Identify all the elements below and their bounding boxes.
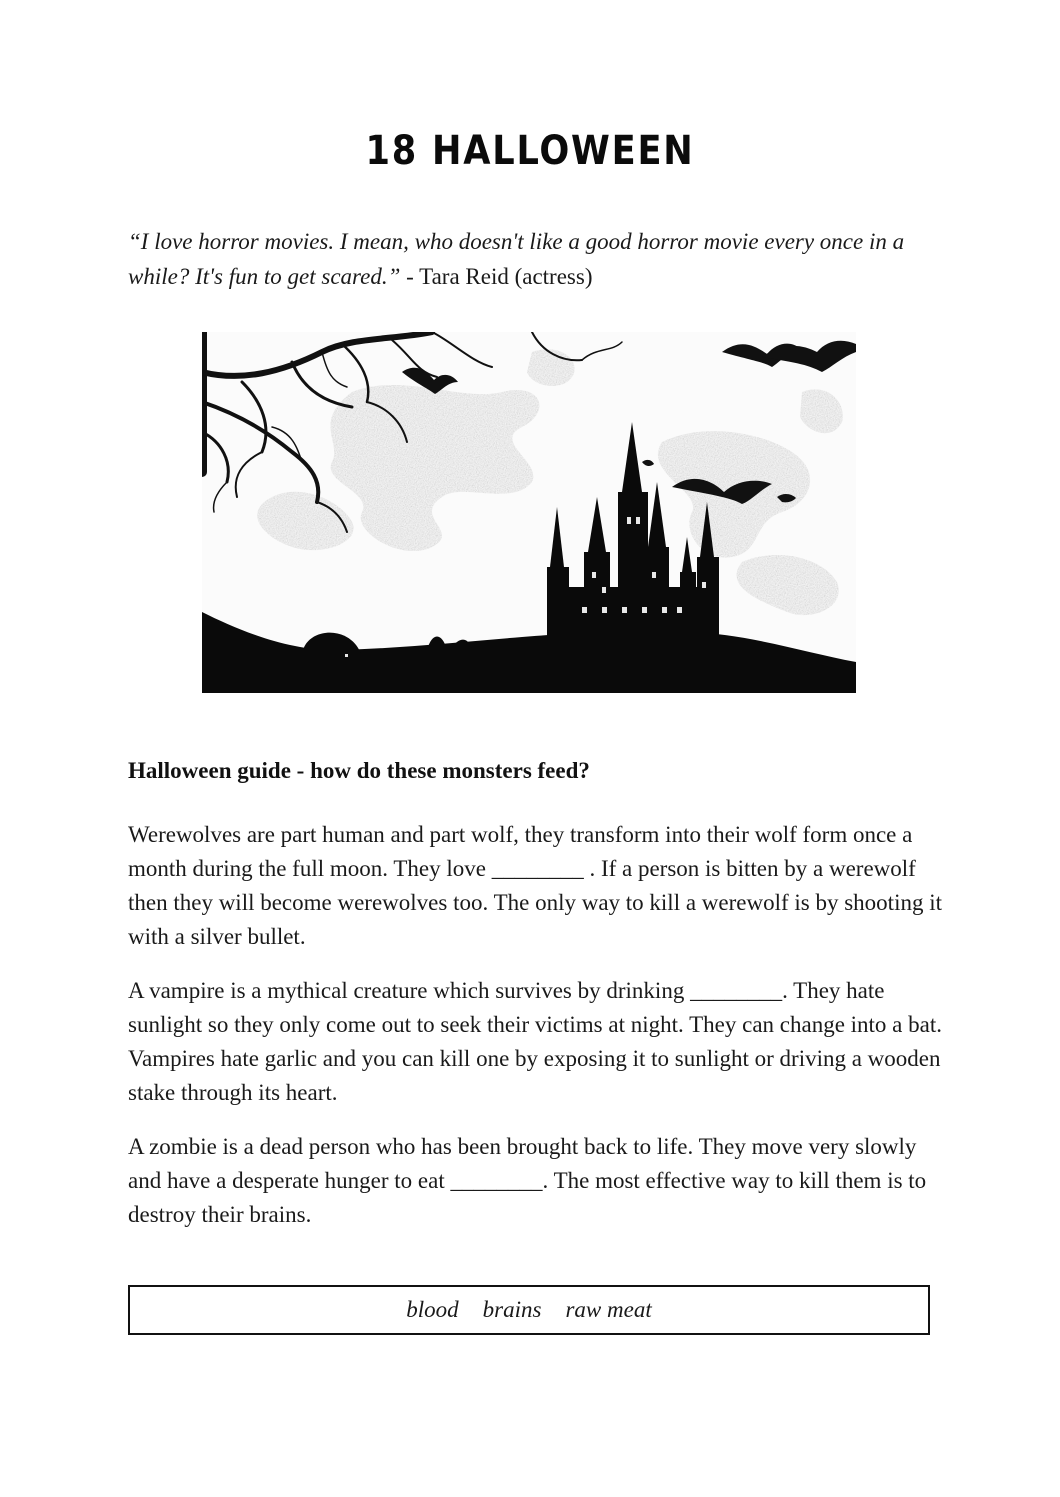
quote (128, 224, 928, 294)
word-bank-item: brains (482, 1297, 542, 1322)
quote-attribution: - Tara Reid (actress) (400, 264, 593, 289)
zombie-paragraph: A zombie is a dead person who has been brought back to life. They move very slowly and have a desperate hunger to eat ________. The most effective way to kill them is to destroy their brains. (128, 1134, 927, 1227)
halloween-castle-illustration (202, 332, 856, 693)
vampire-paragraph: A vampire is a mythical creature which survives by drinking ________. They hate sunlight so they only come out to seek their victims at night. They can change into a bat. Vampires hate garlic and you can kill one by exposing it to sunlight or driving a wooden stake through its heart. (128, 978, 942, 1105)
werewolf-paragraph: Werewolves are part human and part wolf, they transform into their wolf form once a month during the full moon. They love ________ . If a person is bitten by a werewolf then they will become werewolves too. The only way to kill a werewolf is by shooting it with a silver bullet. (128, 822, 942, 949)
word-bank-item: blood (406, 1297, 459, 1322)
page-title: 18 HALLOWEEN (365, 128, 695, 174)
quote-text: “I love horror movies. I mean, who doesn't like a good horror movie every once in a while? It's fun to get scared.” (128, 229, 905, 289)
word-bank-box (128, 1285, 930, 1335)
section-heading: Halloween guide - how do these monsters feed? (128, 758, 590, 783)
word-bank-item: raw meat (565, 1297, 652, 1322)
